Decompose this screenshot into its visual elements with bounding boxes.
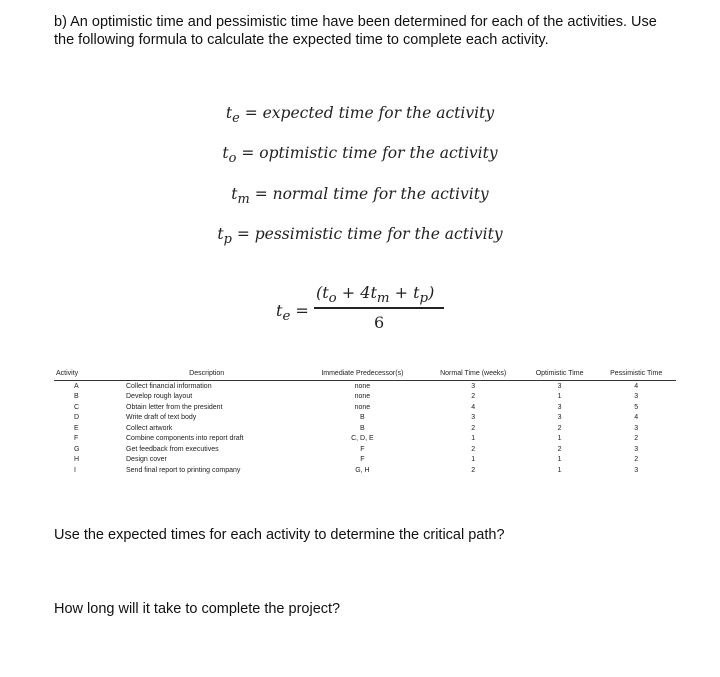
cell-activity: B: [74, 393, 79, 401]
header-activity: Activity: [54, 367, 112, 381]
table-row: [54, 392, 676, 403]
cell-pessimistic-time: 4: [634, 414, 639, 422]
cell-description: Collect artwork: [126, 424, 173, 432]
formula-lhs-subscript: e: [282, 309, 291, 325]
cell-activity: E: [74, 424, 79, 432]
cell-activity: C: [74, 403, 80, 411]
definition-tm: [0, 185, 720, 207]
definition-subscript: o: [228, 151, 237, 167]
cell-optimistic-time: 3: [557, 414, 562, 422]
activity-table: [54, 367, 676, 476]
cell-pessimistic-time: 3: [634, 424, 639, 432]
cell-normal-time: 3: [471, 382, 476, 390]
cell-pessimistic-time: 4: [634, 382, 639, 390]
definition-to: [0, 144, 720, 166]
definition-subscript: m: [237, 192, 250, 208]
cell-predecessors: G, H: [355, 466, 370, 474]
definition-symbol: t: [231, 185, 238, 203]
cell-normal-time: 2: [471, 445, 476, 453]
definition-symbol: t: [217, 225, 224, 243]
cell-activity: I: [74, 466, 76, 474]
cell-optimistic-time: 3: [557, 382, 562, 390]
cell-normal-time: 2: [471, 466, 476, 474]
definition-te: [0, 104, 720, 126]
cell-optimistic-time: 3: [557, 403, 562, 411]
table-row: [54, 381, 676, 392]
cell-activity: A: [74, 382, 79, 390]
cell-pessimistic-time: 5: [634, 403, 639, 411]
formula-equals: =: [290, 301, 309, 320]
cell-pessimistic-time: 2: [634, 456, 639, 464]
formula-lhs-symbol: t: [276, 301, 283, 320]
intro-paragraph: b) An optimistic time and pessimistic time have been determined for each of the activities. Use the following formula to calculate the expected time to complete each activity.: [54, 14, 657, 48]
cell-pessimistic-time: 3: [634, 445, 639, 453]
cell-optimistic-time: 1: [557, 466, 562, 474]
cell-normal-time: 3: [471, 414, 476, 422]
table-row: [54, 413, 676, 424]
cell-predecessors: none: [354, 382, 371, 390]
cell-description: Send final report to printing company: [126, 466, 241, 474]
formula-denominator: 6: [374, 313, 385, 332]
cell-pessimistic-time: 3: [634, 466, 639, 474]
header-predecessors: Immediate Predecessor(s): [301, 367, 423, 381]
definition-text: = optimistic time for the activity: [236, 144, 498, 162]
cell-predecessors: B: [360, 414, 365, 422]
question-project-duration: How long will it take to complete the project?: [54, 601, 341, 617]
cell-optimistic-time: 2: [557, 424, 562, 432]
header-normal-time: Normal Time (weeks): [423, 367, 522, 381]
cell-predecessors: F: [360, 456, 365, 464]
cell-predecessors: none: [354, 393, 371, 401]
cell-predecessors: C, D, E: [351, 435, 374, 443]
cell-optimistic-time: 1: [557, 456, 562, 464]
definition-tp: [0, 225, 720, 247]
cell-optimistic-time: 1: [557, 435, 562, 443]
definition-subscript: e: [232, 111, 240, 127]
cell-normal-time: 1: [471, 435, 476, 443]
table-row: [54, 434, 676, 445]
cell-description: Design cover: [126, 456, 167, 464]
cell-description: Develop rough layout: [126, 393, 193, 401]
definition-symbol: t: [225, 104, 233, 122]
table-row: [54, 455, 676, 466]
cell-optimistic-time: 2: [557, 445, 562, 453]
definition-text: = normal time for the activity: [249, 185, 489, 203]
table-row: [54, 402, 676, 413]
expected-time-formula: [276, 283, 476, 343]
cell-description: Combine components into report draft: [126, 435, 244, 443]
cell-pessimistic-time: 3: [634, 393, 639, 401]
definition-text: = expected time for the activity: [239, 104, 495, 122]
cell-pessimistic-time: 2: [634, 435, 639, 443]
cell-normal-time: 1: [471, 456, 476, 464]
definition-subscript: p: [223, 232, 232, 248]
cell-predecessors: B: [360, 424, 365, 432]
fraction-bar: [314, 307, 444, 309]
header-description: Description: [112, 367, 301, 381]
cell-description: Get feedback from executives: [126, 445, 219, 453]
cell-normal-time: 4: [471, 403, 476, 411]
table-row: [54, 423, 676, 434]
cell-activity: D: [74, 414, 80, 422]
cell-activity: H: [74, 456, 80, 464]
formula-lhs: [276, 301, 309, 324]
cell-predecessors: none: [354, 403, 371, 411]
formula-numerator: $(t_o + 4t_m + t_p)$: [316, 283, 435, 307]
cell-predecessors: F: [360, 445, 365, 453]
cell-optimistic-time: 1: [557, 393, 562, 401]
cell-activity: G: [74, 445, 80, 453]
header-optimistic-time: Optimistic Time: [523, 367, 597, 381]
table-row: [54, 444, 676, 455]
cell-activity: F: [74, 435, 79, 443]
table-row: [54, 465, 676, 476]
question-critical-path: Use the expected times for each activity to determine the critical path?: [54, 527, 505, 543]
cell-description: Obtain letter from the president: [126, 403, 223, 411]
cell-description: Collect financial information: [126, 382, 212, 390]
table-header-row: [54, 367, 676, 381]
definition-symbol: t: [222, 144, 229, 162]
cell-normal-time: 2: [471, 393, 476, 401]
table-body: [54, 381, 676, 476]
header-pessimistic-time: Pessimistic Time: [596, 367, 676, 381]
cell-normal-time: 2: [471, 424, 476, 432]
definition-text: = pessimistic time for the activity: [231, 225, 503, 243]
cell-description: Write draft of text body: [126, 414, 197, 422]
